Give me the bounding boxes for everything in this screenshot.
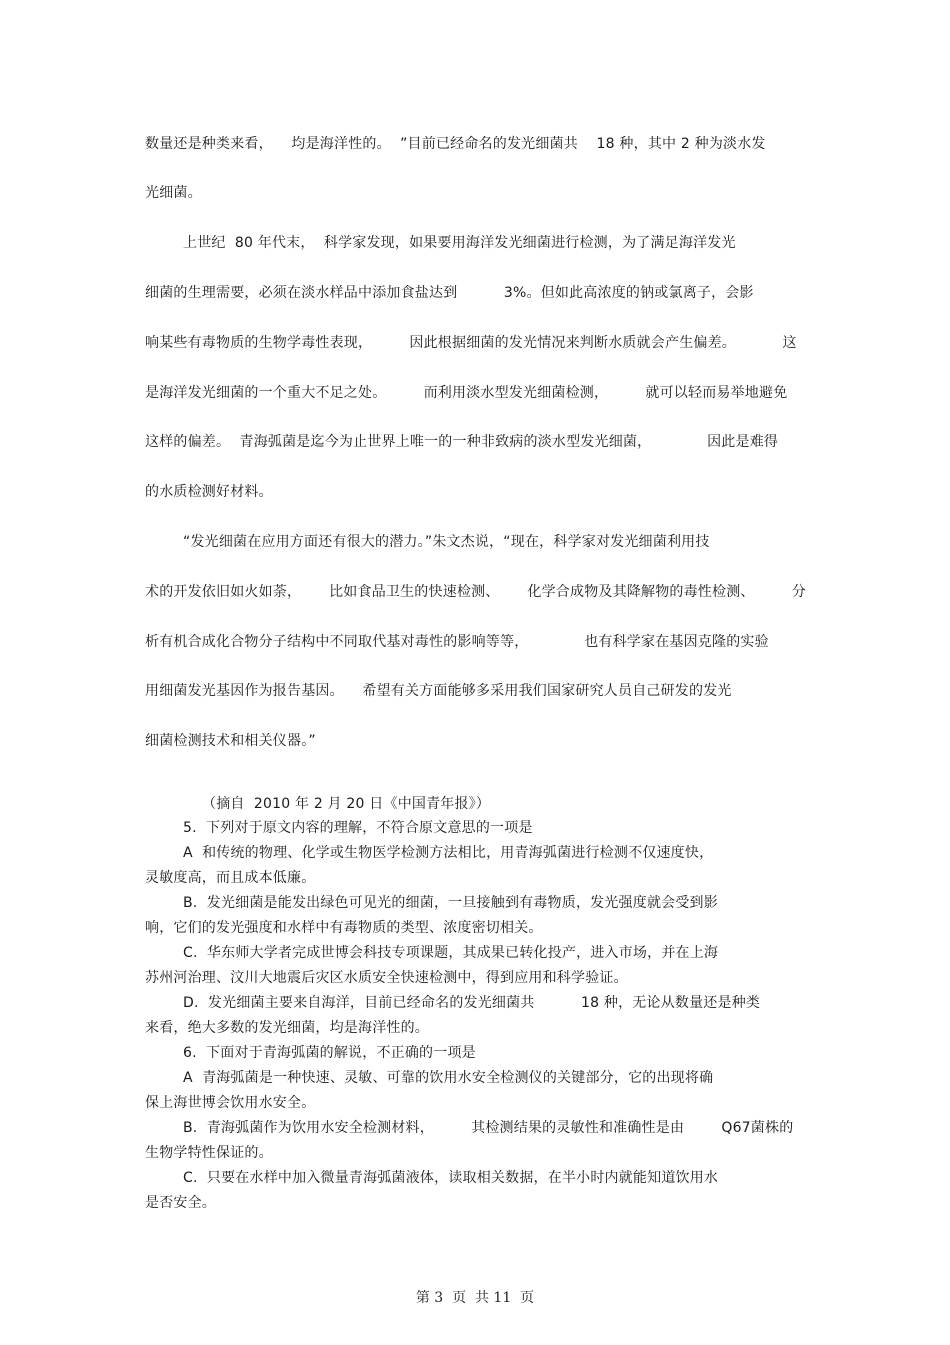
article-line: “发光细菌在应用方面还有很大的潜力。”朱文杰说，“现在，科学家对发光细菌利用技 (183, 534, 710, 550)
question-line: 灵敏度高，而且成本低廉。 (145, 870, 316, 886)
question-line: C. 华东师大学者完成世博会科技专项课题，其成果已转化投产，进入市场，并在上海 (183, 945, 719, 961)
article-line: 是海洋发光细菌的一个重大不足之处。 而利用淡水型发光细菌检测， 就可以轻而易举地避免 (145, 385, 788, 401)
question-line: B. 青海弧菌作为饮用水安全检测材料， 其检测结果的灵敏性和准确性是由 Q67菌株的 (183, 1120, 794, 1136)
question-line: 5. 下列对于原文内容的理解，不符合原文意思的一项是 (183, 820, 533, 836)
article-line: 细菌检测技术和相关仪器。” (145, 733, 316, 749)
question-line: 6. 下面对于青海弧菌的解说，不正确的一项是 (183, 1045, 476, 1061)
question-line: 生物学特性保证的。 (145, 1145, 273, 1161)
question-line: 是否安全。 (145, 1195, 216, 1211)
source-note: （摘自 2010 年 2 月 20 日《中国青年报》） (202, 796, 491, 812)
question-line: 苏州河治理、汶川大地震后灾区水质安全快速检测中，得到应用和科学验证。 (145, 970, 628, 986)
question-line: 保上海世博会饮用水安全。 (145, 1095, 316, 1111)
question-line: 来看，绝大多数的发光细菌，均是海洋性的。 (145, 1020, 429, 1036)
article-line: 的水质检测好材料。 (145, 484, 273, 500)
article-line: 这样的偏差。 青海弧菌是迄今为止世界上唯一的一种非致病的淡水型发光细菌， 因此是难得 (145, 434, 779, 450)
question-line: B. 发光细菌是能发出绿色可见光的细菌，一旦接触到有毒物质，发光强度就会受到影 (183, 895, 718, 911)
article-line: 析有机合成化合物分子结构中不同取代基对毒性的影响等等， 也有科学家在基因克隆的实验 (145, 634, 769, 650)
article-line: 上世纪 80 年代末， 科学家发现，如果要用海洋发光细菌进行检测，为了满足海洋发光 (183, 235, 736, 251)
question-line: A 和传统的物理、化学或生物医学检测方法相比，用青海弧菌进行检测不仅速度快， (183, 845, 714, 861)
article-line: 用细菌发光基因作为报告基因。 希望有关方面能够多采用我们国家研究人员自己研发的发光 (145, 683, 732, 699)
question-line: D. 发光细菌主要来自海洋，目前已经命名的发光细菌共 18 种，无论从数量还是种类 (183, 995, 761, 1011)
article-line: 数量还是种类来看， 均是海洋性的。 ”目前已经命名的发光细菌共 18 种，其中 2 种为淡水发 (145, 136, 766, 152)
article-line: 细菌的生理需要，必须在淡水样品中添加食盐达到 3%。但如此高浓度的钠或氯离子，会影 (145, 285, 754, 301)
question-line: 响，它们的发光强度和水样中有毒物质的类型、浓度密切相关。 (145, 920, 543, 936)
question-line: A 青海弧菌是一种快速、灵敏、可靠的饮用水安全检测仪的关键部分，它的出现将确 (183, 1070, 714, 1086)
article-line: 光细菌。 (145, 185, 202, 201)
question-line: C. 只要在水样中加入微量青海弧菌液体，读取相关数据，在半小时内就能知道饮用水 (183, 1170, 719, 1186)
article-line: 术的开发依旧如火如荼， 比如食品卫生的快速检测、 化学合成物及其降解物的毒性检测、 分 (145, 584, 807, 600)
page-number: 第 3 页 共 11 页 (415, 1290, 535, 1306)
article-line: 响某些有毒物质的生物学毒性表现， 因此根据细菌的发光情况来判断水质就会产生偏差。 这 (145, 335, 797, 351)
